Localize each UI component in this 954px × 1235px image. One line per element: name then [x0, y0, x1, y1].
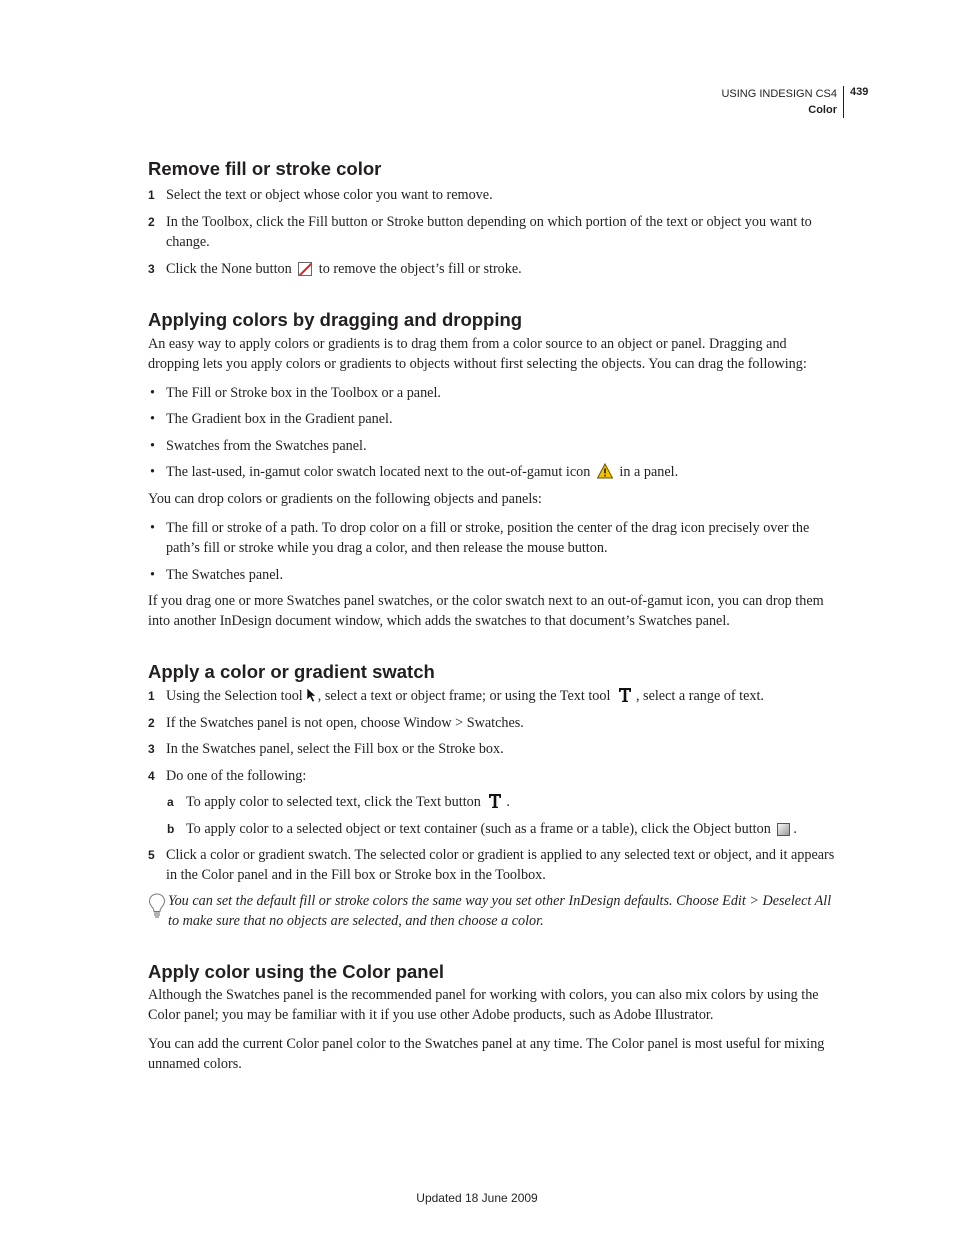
step-number: 2 [148, 716, 155, 730]
step-text-b: , select a text or object frame; or using the Text tool [317, 688, 611, 704]
bullet-glyph: • [150, 464, 155, 480]
substep-a [148, 792, 840, 812]
step-text: In the Swatches panel, select the Fill box or the Stroke box. [166, 741, 504, 757]
heading-color-panel: Apply color using the Color panel [148, 961, 445, 982]
bullet-item [148, 436, 840, 456]
running-header [721, 86, 844, 118]
color-panel-paragraph-2: You can add the current Color panel color to the Swatches panel at any time. The Color panel is most useful for mixing unnamed colors. [148, 1036, 825, 1072]
step-number: 3 [148, 262, 155, 276]
step-text: Click a color or gradient swatch. The selected color or gradient is applied to any selected text or object, and it appears in the Color panel and in the Fill box or Stroke box in the Toolbox. [166, 847, 835, 883]
bullet-item [148, 565, 840, 585]
step-text: If the Swatches panel is not open, choose Window > Swatches. [166, 715, 524, 731]
bullet-text: The Swatches panel. [166, 567, 284, 583]
tip-note [148, 891, 840, 931]
substep-text-pre: To apply color to selected text, click the Text button [186, 794, 481, 810]
substep-text-pre: To apply color to a selected object or text container (such as a frame or a table), click the Object button [186, 821, 771, 837]
text-tool-icon [617, 687, 633, 703]
bullet-glyph: • [150, 385, 155, 401]
heading-drag-drop: Applying colors by dragging and dropping [148, 309, 523, 330]
step-text: In the Toolbox, click the Fill button or Stroke button depending on which portion of the text or object you want to change. [166, 214, 812, 250]
bullet-glyph: • [150, 438, 155, 454]
text-button-icon [487, 793, 503, 809]
bullet-text-post: in a panel. [619, 464, 679, 480]
heading-remove-fill: Remove fill or stroke color [148, 158, 382, 179]
bullet-glyph: • [150, 411, 155, 427]
none-button-icon [298, 262, 312, 276]
step-number: 2 [148, 215, 155, 229]
step-3 [148, 739, 840, 759]
step-text-post: to remove the object’s fill or stroke. [318, 261, 522, 277]
bullet-item [148, 383, 840, 403]
step-text-c: , select a range of text. [635, 688, 764, 704]
object-button-icon [777, 823, 790, 836]
lightbulb-icon [148, 893, 166, 925]
bullet-text: Swatches from the Swatches panel. [166, 438, 367, 454]
step-4 [148, 766, 840, 786]
substep-text-post: . [506, 794, 510, 810]
step-text: Do one of the following: [166, 768, 307, 784]
step-number: 4 [148, 769, 155, 783]
step-5 [148, 845, 840, 885]
page-content [148, 156, 840, 1074]
heading-apply-swatch: Apply a color or gradient swatch [148, 661, 435, 682]
step-number: 5 [148, 848, 155, 862]
step-text-a: Using the Selection tool [166, 688, 303, 704]
drop-intro: You can drop colors or gradients on the following objects and panels: [148, 491, 542, 507]
step-text: Select the text or object whose color you want to remove. [166, 187, 493, 203]
bullet-glyph: • [150, 520, 155, 536]
substep-b [148, 819, 840, 839]
drag-intro: An easy way to apply colors or gradients is to drag them from a color source to an object or panel. Dragging and dropping lets you apply colors or gradients to objects without first selecting the objects. You can drag the following: [148, 336, 807, 372]
step-2 [148, 713, 840, 733]
drag-outro: If you drag one or more Swatches panel swatches, or the color swatch next to an out-of-gamut icon, you can drop them into another InDesign document window, which adds the swatches to that document’s Swatches panel. [148, 593, 824, 629]
step-1 [148, 185, 840, 205]
page-number: 439 [850, 86, 869, 98]
out-of-gamut-warning-icon [597, 463, 613, 479]
bullet-text: The fill or stroke of a path. To drop color on a fill or stroke, position the center of the drag icon precisely over the path’s fill or stroke while you drag a color, and then release the mouse button. [166, 520, 810, 556]
bullet-glyph: • [150, 567, 155, 583]
book-title: USING INDESIGN CS4 [721, 88, 837, 100]
bullet-item [148, 409, 840, 429]
footer-updated: Updated 18 June 2009 [416, 1191, 538, 1205]
bullet-item [148, 462, 840, 482]
bullet-item [148, 518, 840, 558]
substep-letter: a [167, 795, 174, 809]
step-text-pre: Click the None button [166, 261, 292, 277]
step-number: 1 [148, 689, 155, 703]
step-number: 1 [148, 188, 155, 202]
bullet-text-pre: The last-used, in-gamut color swatch located next to the out-of-gamut icon [166, 464, 591, 480]
step-1 [148, 686, 840, 706]
bullet-text: The Gradient box in the Gradient panel. [166, 411, 393, 427]
step-3 [148, 259, 840, 279]
substep-letter: b [167, 822, 175, 836]
selection-tool-icon [306, 687, 317, 703]
substep-text-post: . [793, 821, 797, 837]
step-2 [148, 212, 840, 252]
chapter-title: Color [808, 104, 837, 116]
tip-text: You can set the default fill or stroke colors the same way you set other InDesign defaults. Choose Edit > Deselect All to make sure that no objects are selected, and then choose a color. [168, 893, 832, 929]
step-number: 3 [148, 742, 155, 756]
bullet-text: The Fill or Stroke box in the Toolbox or a panel. [166, 385, 441, 401]
color-panel-paragraph-1: Although the Swatches panel is the recommended panel for working with colors, you can also mix colors by using the Color panel; you may be familiar with it if you use other Adobe products, such as Adobe Illustrator. [148, 987, 819, 1023]
